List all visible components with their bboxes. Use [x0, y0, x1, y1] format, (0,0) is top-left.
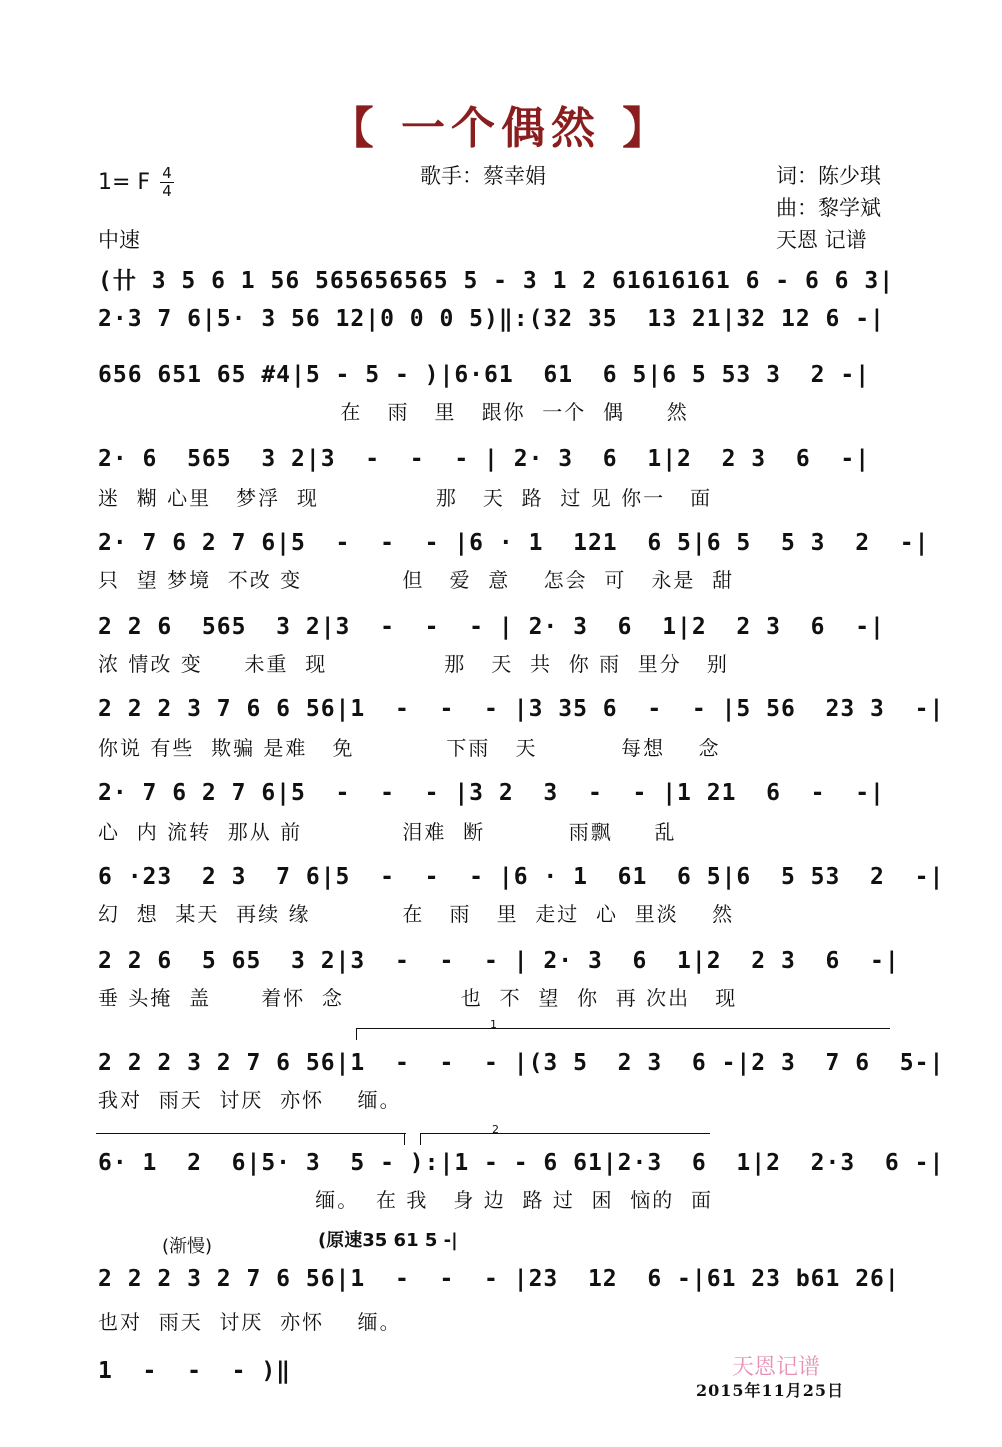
lyric-line: 你说 有些 欺骗 是难 免 下雨 天 每想 念 [98, 736, 721, 760]
notation-line: 1 - - - )‖ [98, 1358, 292, 1384]
notation-line: 2 2 2 3 2 7 6 56|1 - - - |(3 5 2 3 6 -|2 3 7 6 5-| [98, 1050, 945, 1076]
lyric-line: 迷 糊 心里 梦浮 现 那 天 路 过 见 你一 面 [98, 486, 713, 510]
volta-1-continued [96, 1133, 406, 1134]
notation-line: 2·3 7 6|5· 3 56 12|0 0 0 5)‖:(32 35 13 21|32 12 6 -| [98, 306, 885, 332]
notation-line: 2 2 2 3 2 7 6 56|1 - - - |23 12 6 -|61 23 b61 26| [98, 1266, 900, 1292]
tempo-marking: 中速 [98, 228, 140, 252]
a-tempo-marking: (原速35 61 5 -| [318, 1230, 458, 1251]
lyric-line: 只 望 梦境 不改 变 但 爱 意 怎会 可 永是 甜 [98, 568, 735, 592]
volta-1-bracket [356, 1028, 357, 1040]
notation-line: 2· 7 6 2 7 6|5 - - - |3 2 3 - - |1 21 6 - -| [98, 780, 885, 806]
volta-2-bracket [420, 1133, 421, 1145]
notation-line: 2 2 2 3 7 6 6 56|1 - - - |3 35 6 - - |5 56 23 3 -| [98, 696, 945, 722]
notation-line: 656 651 65 #4|5 - 5 - )|6·61 61 6 5|6 5 53 3 2 -| [98, 362, 871, 388]
volta-1-number: 1 [490, 1018, 497, 1031]
lyric-line: 心 内 流转 那从 前 泪难 断 雨飘 乱 [98, 820, 677, 844]
singer: 歌手：蔡幸娟 [420, 164, 546, 188]
lyric-line: 幻 想 某天 再续 缘 在 雨 里 走过 心 里淡 然 [98, 902, 735, 926]
song-title: 【 一个偶然 】 [329, 103, 673, 154]
volta-1 [356, 1018, 890, 1031]
time-top: 4 [162, 164, 172, 182]
notation-line: 2 2 6 565 3 2|3 - - - | 2· 3 6 1|2 2 3 6 -| [98, 614, 885, 640]
lyric-line: 缅。 在 我 身 边 路 过 困 恼的 面 [98, 1188, 714, 1212]
time-signature [160, 166, 174, 199]
lyricist: 词：陈少琪 [776, 164, 881, 188]
volta-2 [420, 1123, 710, 1136]
key-signature: 1= F [98, 170, 151, 195]
notation-line: 2· 7 6 2 7 6|5 - - - |6 · 1 121 6 5|6 5 5 3 2 -| [98, 530, 930, 556]
composer: 曲：黎学斌 [776, 196, 881, 220]
volta-2-number: 2 [492, 1123, 499, 1136]
lyric-line: 垂 头掩 盖 着怀 念 也 不 望 你 再 次出 现 [98, 986, 738, 1010]
ritardando-marking: (渐慢) [162, 1236, 213, 1257]
transcription-date: 2015年11月25日 [696, 1381, 845, 1400]
notation-line: 2 2 6 5 65 3 2|3 - - - | 2· 3 6 1|2 2 3 6 -| [98, 948, 900, 974]
transcriber: 天恩 记谱 [776, 228, 867, 252]
time-bottom: 4 [162, 182, 172, 200]
lyric-line: 也对 雨天 讨厌 亦怀 缅。 [98, 1310, 402, 1334]
lyric-line: 我对 雨天 讨厌 亦怀 缅。 [98, 1088, 402, 1112]
notation-line: 6· 1 2 6|5· 3 5 - ):|1 - - 6 61|2·3 6 1|2 2·3 6 -| [98, 1150, 945, 1176]
volta-1-end [404, 1133, 405, 1145]
notation-line: 2· 6 565 3 2|3 - - - | 2· 3 6 1|2 2 3 6 -| [98, 446, 871, 472]
lyric-line: 浓 情改 变 未重 现 那 天 共 你 雨 里分 别 [98, 652, 729, 676]
notation-line: (卄 3 5 6 1 56 565656565 5 - 3 1 2 61616161 6 - 6 6 3| [98, 268, 895, 294]
notation-line: 6 ·23 2 3 7 6|5 - - - |6 · 1 61 6 5|6 5 53 2 -| [98, 864, 945, 890]
transcriber-stamp: 天恩记谱 [732, 1355, 821, 1380]
lyric-line: 在 雨 里 跟你 一个 偶 然 [98, 400, 689, 424]
